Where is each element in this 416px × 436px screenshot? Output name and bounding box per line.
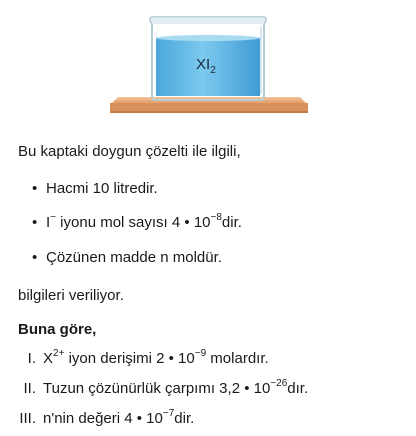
bullet-item-iodide-moles: I− iyonu mol sayısı 4 • $10^{-8}dir$. [46, 212, 242, 231]
statement-ii: Tuzun çözünürlük çarpımı 3,2 • $10^{-26}dır$. [43, 378, 309, 397]
shelf-front [110, 103, 308, 111]
bullet-marker: • [32, 249, 38, 266]
solute-label: $XI_2$ [196, 56, 216, 76]
statement-i: $X^{2+}$ iyon derişimi 2 • $10^{-9}$ molardır. [43, 348, 269, 367]
bullet-item-solute: Çözünen madde n moldür. [46, 249, 222, 266]
statement-number: I. [27, 350, 36, 367]
intro-text: Bu kaptaki doygun çözelti ile ilgili, [18, 143, 241, 160]
closing-text: bilgileri veriliyor. [18, 287, 124, 304]
bullet-marker: • [32, 214, 38, 231]
statement-iii: n'nin değeri 4 • $10^{-7}dir$. [43, 408, 195, 427]
statement-number: II. [23, 380, 36, 397]
bullet-marker: • [32, 180, 38, 197]
bullet-item-volume: Hacmi 10 litredir. [46, 180, 158, 197]
question-heading: Buna göre, [18, 321, 97, 338]
statement-number: III. [19, 410, 36, 427]
